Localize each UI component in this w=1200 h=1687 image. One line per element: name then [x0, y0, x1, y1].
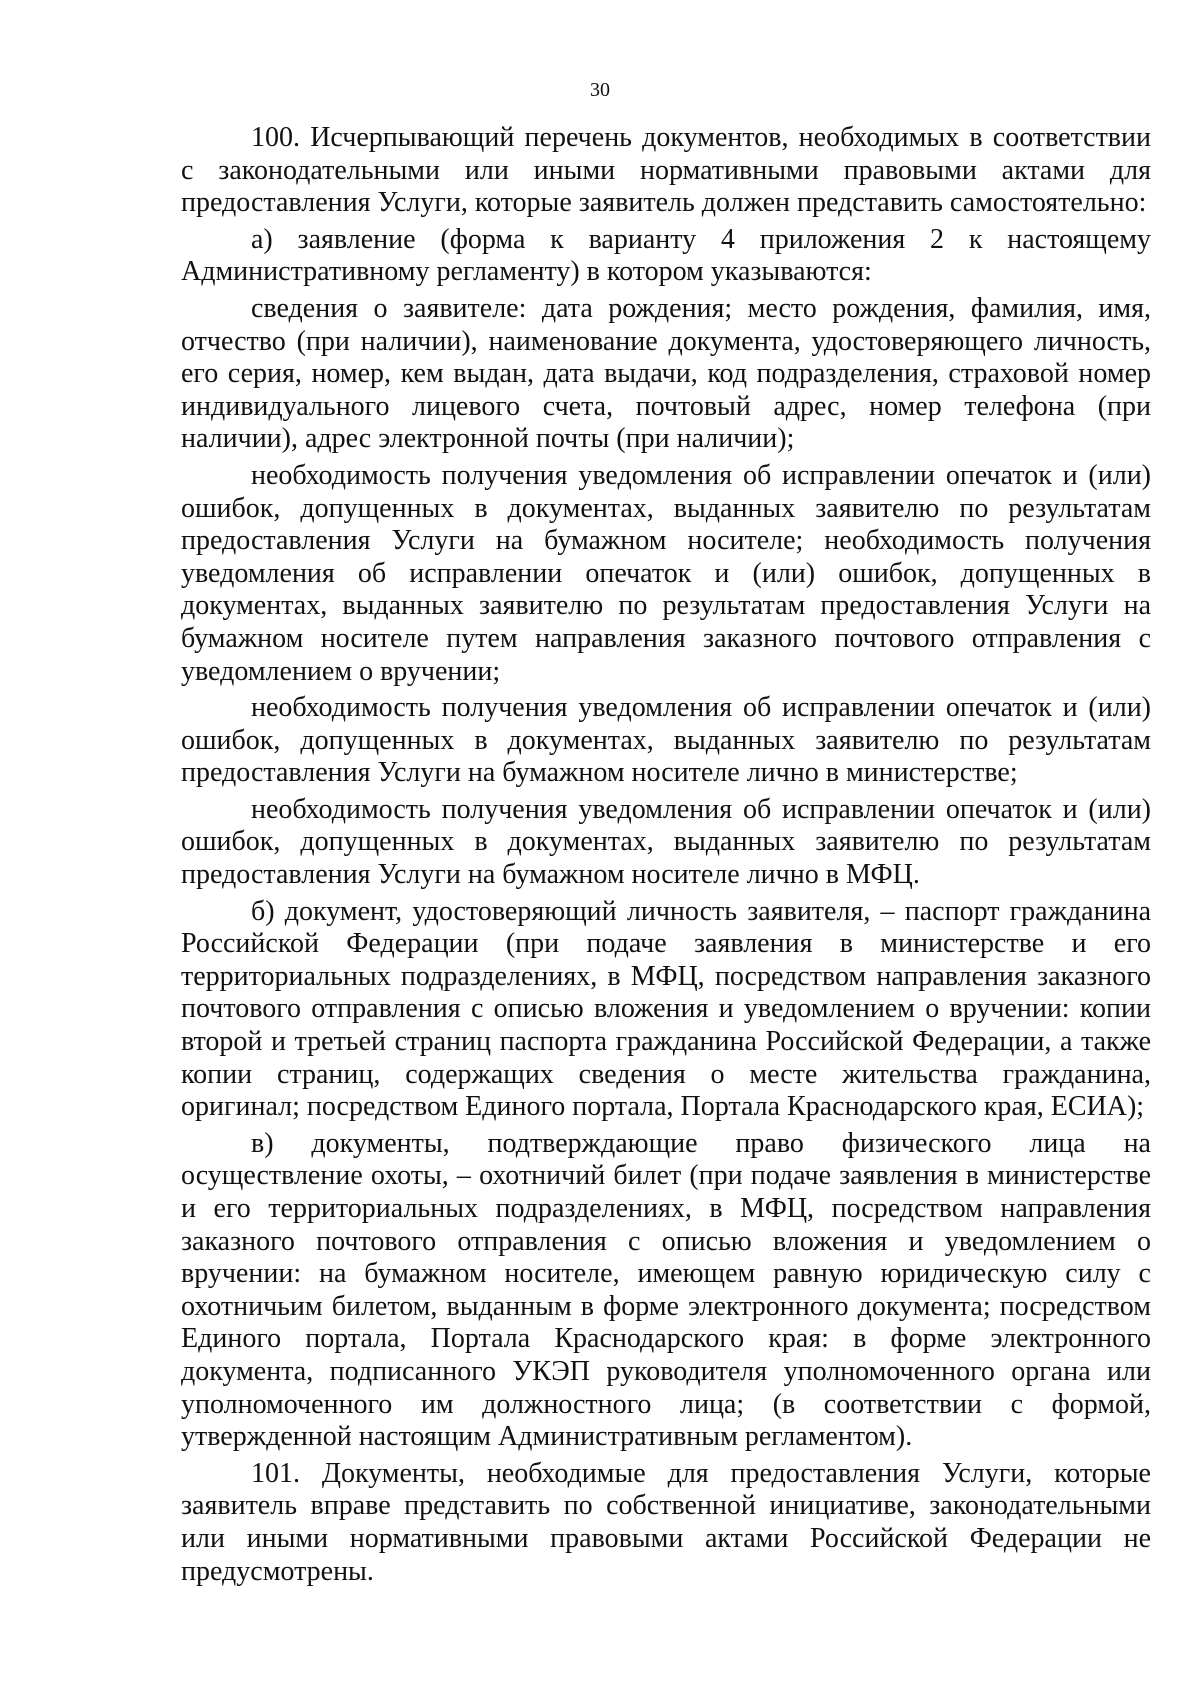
paragraph-notification-paper-mail: необходимость получения уведомления об исправлении опечаток и (или) ошибок, допущенных в документах, выданных заявителю по результатам предоставления Услуги на бумажном носителе; необходимость получения уведомления об исправлении опечаток и (или) ошибок, допущенных в документах, выданных заявителю по результатам предоставления Услуги на бумажном носителе путем направления заказного почтового отправления с уведомлением о вручении; [181, 459, 1151, 687]
paragraph-notification-ministry: необходимость получения уведомления об исправлении опечаток и (или) ошибок, допущенных в документах, выданных заявителю по результатам предоставления Услуги на бумажном носителе лично в министерстве; [181, 692, 1151, 789]
paragraph-a-application: а) заявление (форма к варианту 4 приложения 2 к настоящему Административному регламенту) в котором указываются: [181, 223, 1151, 288]
paragraph-applicant-info: сведения о заявителе: дата рождения; место рождения, фамилия, имя, отчество (при наличии), наименование документа, удостоверяющего личность, его серия, номер, кем выдан, дата выдачи, код подразделения, страховой номер индивидуального лицевого счета, почтовый адрес, номер телефона (при наличии), адрес электронной почты (при наличии); [181, 292, 1151, 455]
paragraph-100-intro: 100. Исчерпывающий перечень документов, необходимых в соответствии с законодательными или иными нормативными правовыми актами для предоставления Услуги, которые заявитель должен представить самостоятельно: [181, 122, 1151, 219]
paragraph-v-hunting-license: в) документы, подтверждающие право физического лица на осуществление охоты, – охотничий билет (при подаче заявления в министерстве и его территориальных подразделениях, в МФЦ, посредством направления заказного почтового отправления с описью вложения и уведомлением о вручении: на бумажном носителе, имеющем равную юридическую силу с охотничьим билетом, выданным в форме электронного документа; посредством Единого портала, Портала Краснодарского края: в форме электронного документа, подписанного УКЭП руководителя уполномоченного органа или уполномоченного им должностного лица; (в соответствии с формой, утвержденной настоящим Административным регламентом). [181, 1127, 1151, 1453]
document-body [181, 122, 1151, 1592]
paragraph-101-optional-documents: 101. Документы, необходимые для предоставления Услуги, которые заявитель вправе представить по собственной инициативе, законодательными или иными нормативными правовыми актами Российской Федерации не предусмотрены. [181, 1457, 1151, 1587]
page-number: 30 [590, 79, 610, 101]
paragraph-b-identity-document: б) документ, удостоверяющий личность заявителя, – паспорт гражданина Российской Федерации (при подаче заявления в министерстве и его территориальных подразделениях, в МФЦ, посредством направления заказного почтового отправления с описью вложения и уведомлением о вручении: копии второй и третьей страниц паспорта гражданина Российской Федерации, а также копии страниц, содержащих сведения о месте жительства гражданина, оригинал; посредством Единого портала, Портала Краснодарского края, ЕСИА); [181, 895, 1151, 1123]
paragraph-notification-mfc: необходимость получения уведомления об исправлении опечаток и (или) ошибок, допущенных в документах, выданных заявителю по результатам предоставления Услуги на бумажном носителе лично в МФЦ. [181, 793, 1151, 891]
